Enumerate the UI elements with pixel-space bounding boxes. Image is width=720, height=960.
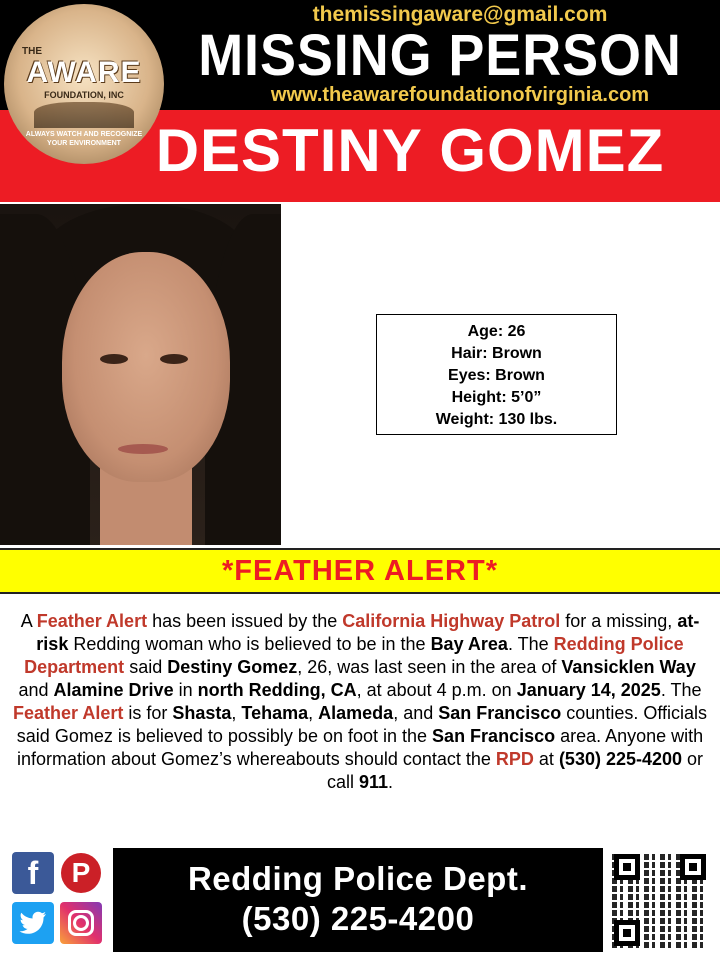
text-segment: for a missing,: [560, 611, 678, 631]
bold-county-tehama: Tehama: [241, 703, 309, 723]
text-segment: , and: [393, 703, 439, 723]
text-segment: said: [124, 657, 168, 677]
instagram-icon[interactable]: [60, 902, 102, 944]
highlight-feather-alert: Feather Alert: [36, 611, 148, 631]
highlight-rpd: Redding Police Department: [24, 634, 684, 677]
website-link[interactable]: www.theawarefoundationofvirginia.com: [270, 84, 650, 106]
qr-finder-top-right: [680, 854, 706, 880]
text-segment: at: [533, 749, 559, 769]
contact-panel: [113, 848, 603, 952]
highlight-rpd-short: RPD: [495, 749, 534, 769]
alert-description: [8, 610, 712, 794]
physical-description-box: [376, 314, 617, 435]
logo-aware-text: AWARE: [26, 56, 142, 89]
missing-person-photo: [0, 204, 281, 545]
text-segment: , 26, was last seen in the area of: [297, 657, 562, 677]
bold-date: January 14, 2025: [516, 680, 661, 700]
detail-height: Height: 5’0”: [451, 389, 542, 406]
qr-finder-top-left: [614, 854, 640, 880]
bold-name: Destiny Gomez: [167, 657, 298, 677]
poster-title: MISSING PERSON: [198, 23, 682, 88]
bold-county-sf: San Francisco: [438, 703, 562, 723]
twitter-icon[interactable]: [12, 902, 54, 944]
bold-county-shasta: Shasta: [172, 703, 232, 723]
missing-person-name: DESTINY GOMEZ: [155, 117, 665, 184]
photo-mouth: [118, 444, 168, 454]
text-segment: and: [18, 680, 54, 700]
highlight-chp: California Highway Patrol: [342, 611, 561, 631]
text-segment: . The: [507, 634, 554, 654]
qr-finder-bottom-left: [614, 920, 640, 946]
agency-name: Redding Police Dept.: [187, 860, 529, 897]
text-segment: , at about 4 p.m. on: [356, 680, 517, 700]
bold-street-2: Alamine Drive: [53, 680, 174, 700]
pinterest-icon[interactable]: P: [60, 852, 102, 894]
detail-eyes: Eyes: Brown: [448, 367, 545, 384]
qr-code[interactable]: [612, 852, 708, 948]
text-segment: has been issued by the: [147, 611, 343, 631]
feather-alert-banner: *FEATHER ALERT*: [0, 548, 720, 594]
text-segment: counties. Officials said Gomez is believed to possibly be on foot in the: [16, 703, 708, 746]
text-segment: is for: [123, 703, 173, 723]
contact-email[interactable]: themissingaware@gmail.com: [312, 3, 608, 26]
detail-age: Age: 26: [467, 323, 526, 340]
bold-bay-area: Bay Area: [430, 634, 508, 654]
bold-sf-area: San Francisco: [432, 726, 556, 746]
logo-the-text: THE: [22, 46, 42, 57]
bold-at-risk: at-risk: [36, 611, 700, 654]
text-segment: .: [388, 772, 394, 792]
text-segment: ,: [308, 703, 319, 723]
bold-911: 911: [358, 772, 389, 792]
facebook-icon[interactable]: f: [12, 852, 54, 894]
logo-foundation-text: FOUNDATION, INC: [44, 90, 124, 100]
highlight-feather-alert-2: Feather Alert: [12, 703, 124, 723]
text-segment: A: [20, 611, 37, 631]
text-segment: Redding woman who is believed to be in the: [68, 634, 431, 654]
bold-county-alameda: Alameda: [318, 703, 394, 723]
bold-street-1: Vansicklen Way: [561, 657, 696, 677]
photo-eye-right: [160, 354, 188, 364]
text-segment: or call: [326, 749, 704, 792]
detail-weight: Weight: 130 lbs.: [435, 411, 558, 428]
text-segment: . The: [660, 680, 702, 700]
aware-foundation-logo: [4, 4, 164, 164]
bold-location: north Redding, CA: [197, 680, 357, 700]
text-segment: area. Anyone with information about Gomez’s whereabouts should contact the: [16, 726, 704, 769]
text-segment: ,: [231, 703, 242, 723]
social-icons: [12, 850, 104, 948]
agency-phone[interactable]: (530) 225-4200: [241, 900, 475, 937]
detail-hair: Hair: Brown: [451, 345, 542, 362]
logo-tree-silhouette: [34, 102, 134, 128]
bold-phone: (530) 225-4200: [558, 749, 683, 769]
logo-tagline: ALWAYS WATCH AND RECOGNIZE YOUR ENVIRONMENT: [25, 131, 143, 147]
photo-eye-left: [100, 354, 128, 364]
text-segment: in: [173, 680, 198, 700]
